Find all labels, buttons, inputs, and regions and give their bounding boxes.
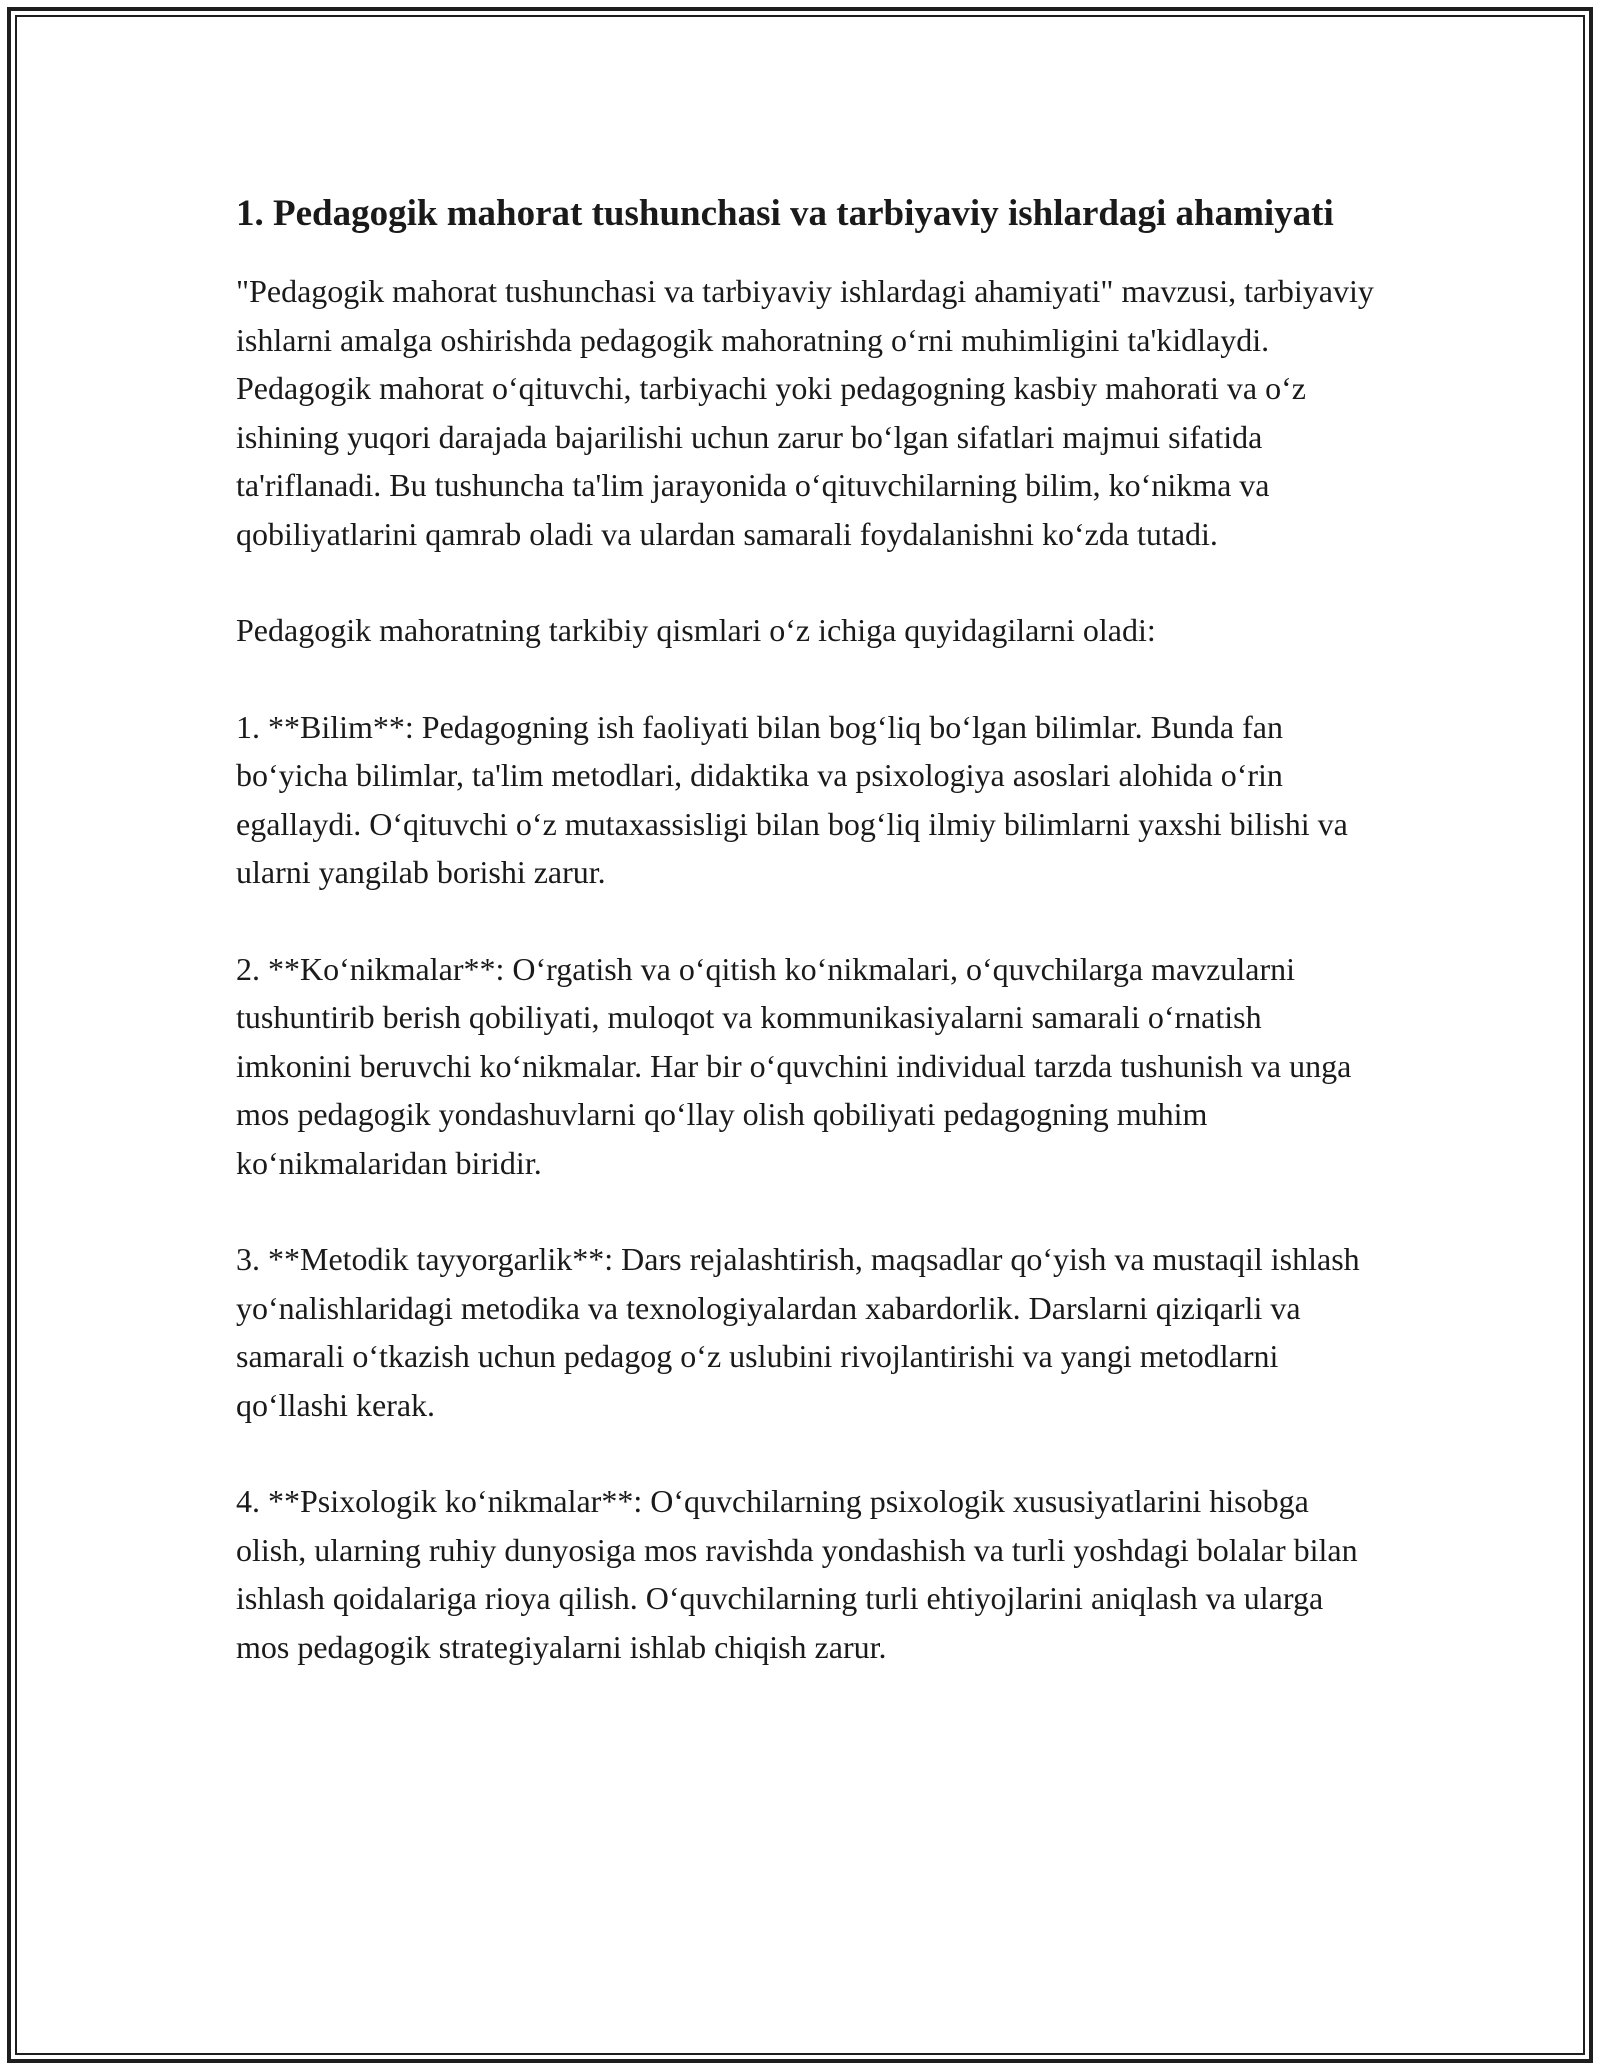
section-heading: 1. Pedagogik mahorat tushunchasi va tarbiyaviy ishlardagi ahamiyati [236,193,1334,234]
intro-paragraph: "Pedagogik mahorat tushunchasi va tarbiyaviy ishlardagi ahamiyati" mavzusi, tarbiyaviy ishlarni amalga oshirishda pedagogik mahoratning o‘rni muhimligini ta'kidlaydi. Pedagogik mahorat o‘qituvchi, tarbiyachi yoki pedagogning kasbiy mahorati va o‘z ishining yuqori darajada bajarilishi uchun zarur bo‘lgan sifatlari majmui sifatida ta'riflanadi. Bu tushuncha ta'lim jarayonida o‘qituvchilarning bilim, ko‘nikma va qobiliyatlarini qamrab oladi va ulardan samarali foydalanishni ko‘zda tutadi. [236,273,1374,552]
list-item-konikmalar: 2. **Ko‘nikmalar**: O‘rgatish va o‘qitish ko‘nikmalari, o‘quvchilarga mavzularni tushuntirib berish qobiliyati, muloqot va kommunikasiyalarni samarali o‘rnatish imkonini beruvchi ko‘nikmalar. Har bir o‘quvchini individual tarzda tushunish va unga mos pedagogik yondashuvlarni qo‘llay olish qobiliyati pedagogning muhim ko‘nikmalaridan biridir. [236,950,1352,1181]
document-body [236,186,1376,1719]
list-item-bilim: 1. **Bilim**: Pedagogning ish faoliyati bilan bog‘liq bo‘lgan bilimlar. Bunda fan bo‘yicha bilimlar, ta'lim metodlari, didaktika va psixologiya asoslari alohida o‘rin egallaydi. O‘qituvchi o‘z mutaxassisligi bilan bog‘liq ilmiy bilimlarni yaxshi bilishi va ularni yangilab borishi zarur. [236,708,1348,890]
list-item-metodik-tayyorgarlik: 3. **Metodik tayyorgarlik**: Dars rejalashtirish, maqsadlar qo‘yish va mustaqil ishlash yo‘nalishlaridagi metodika va texnologiyalardan xabardorlik. Darslarni qiziqarli va samarali o‘tkazish uchun pedagog o‘z uslubini rivojlantirishi va yangi metodlarni qo‘llashi kerak. [236,1241,1360,1423]
list-item-psixologik-konikmalar: 4. **Psixologik ko‘nikmalar**: O‘quvchilarning psixologik xususiyatlarini hisobga olish, ularning ruhiy dunyosiga mos ravishda yondashish va turli yoshdagi bolalar bilan ishlash qoidalariga rioya qilish. O‘quvchilarning turli ehtiyojlarini aniqlash va ularga mos pedagogik strategiyalarni ishlab chiqish zarur. [236,1483,1358,1665]
components-intro-paragraph: Pedagogik mahoratning tarkibiy qismlari o‘z ichiga quyidagilarni oladi: [236,612,1156,648]
